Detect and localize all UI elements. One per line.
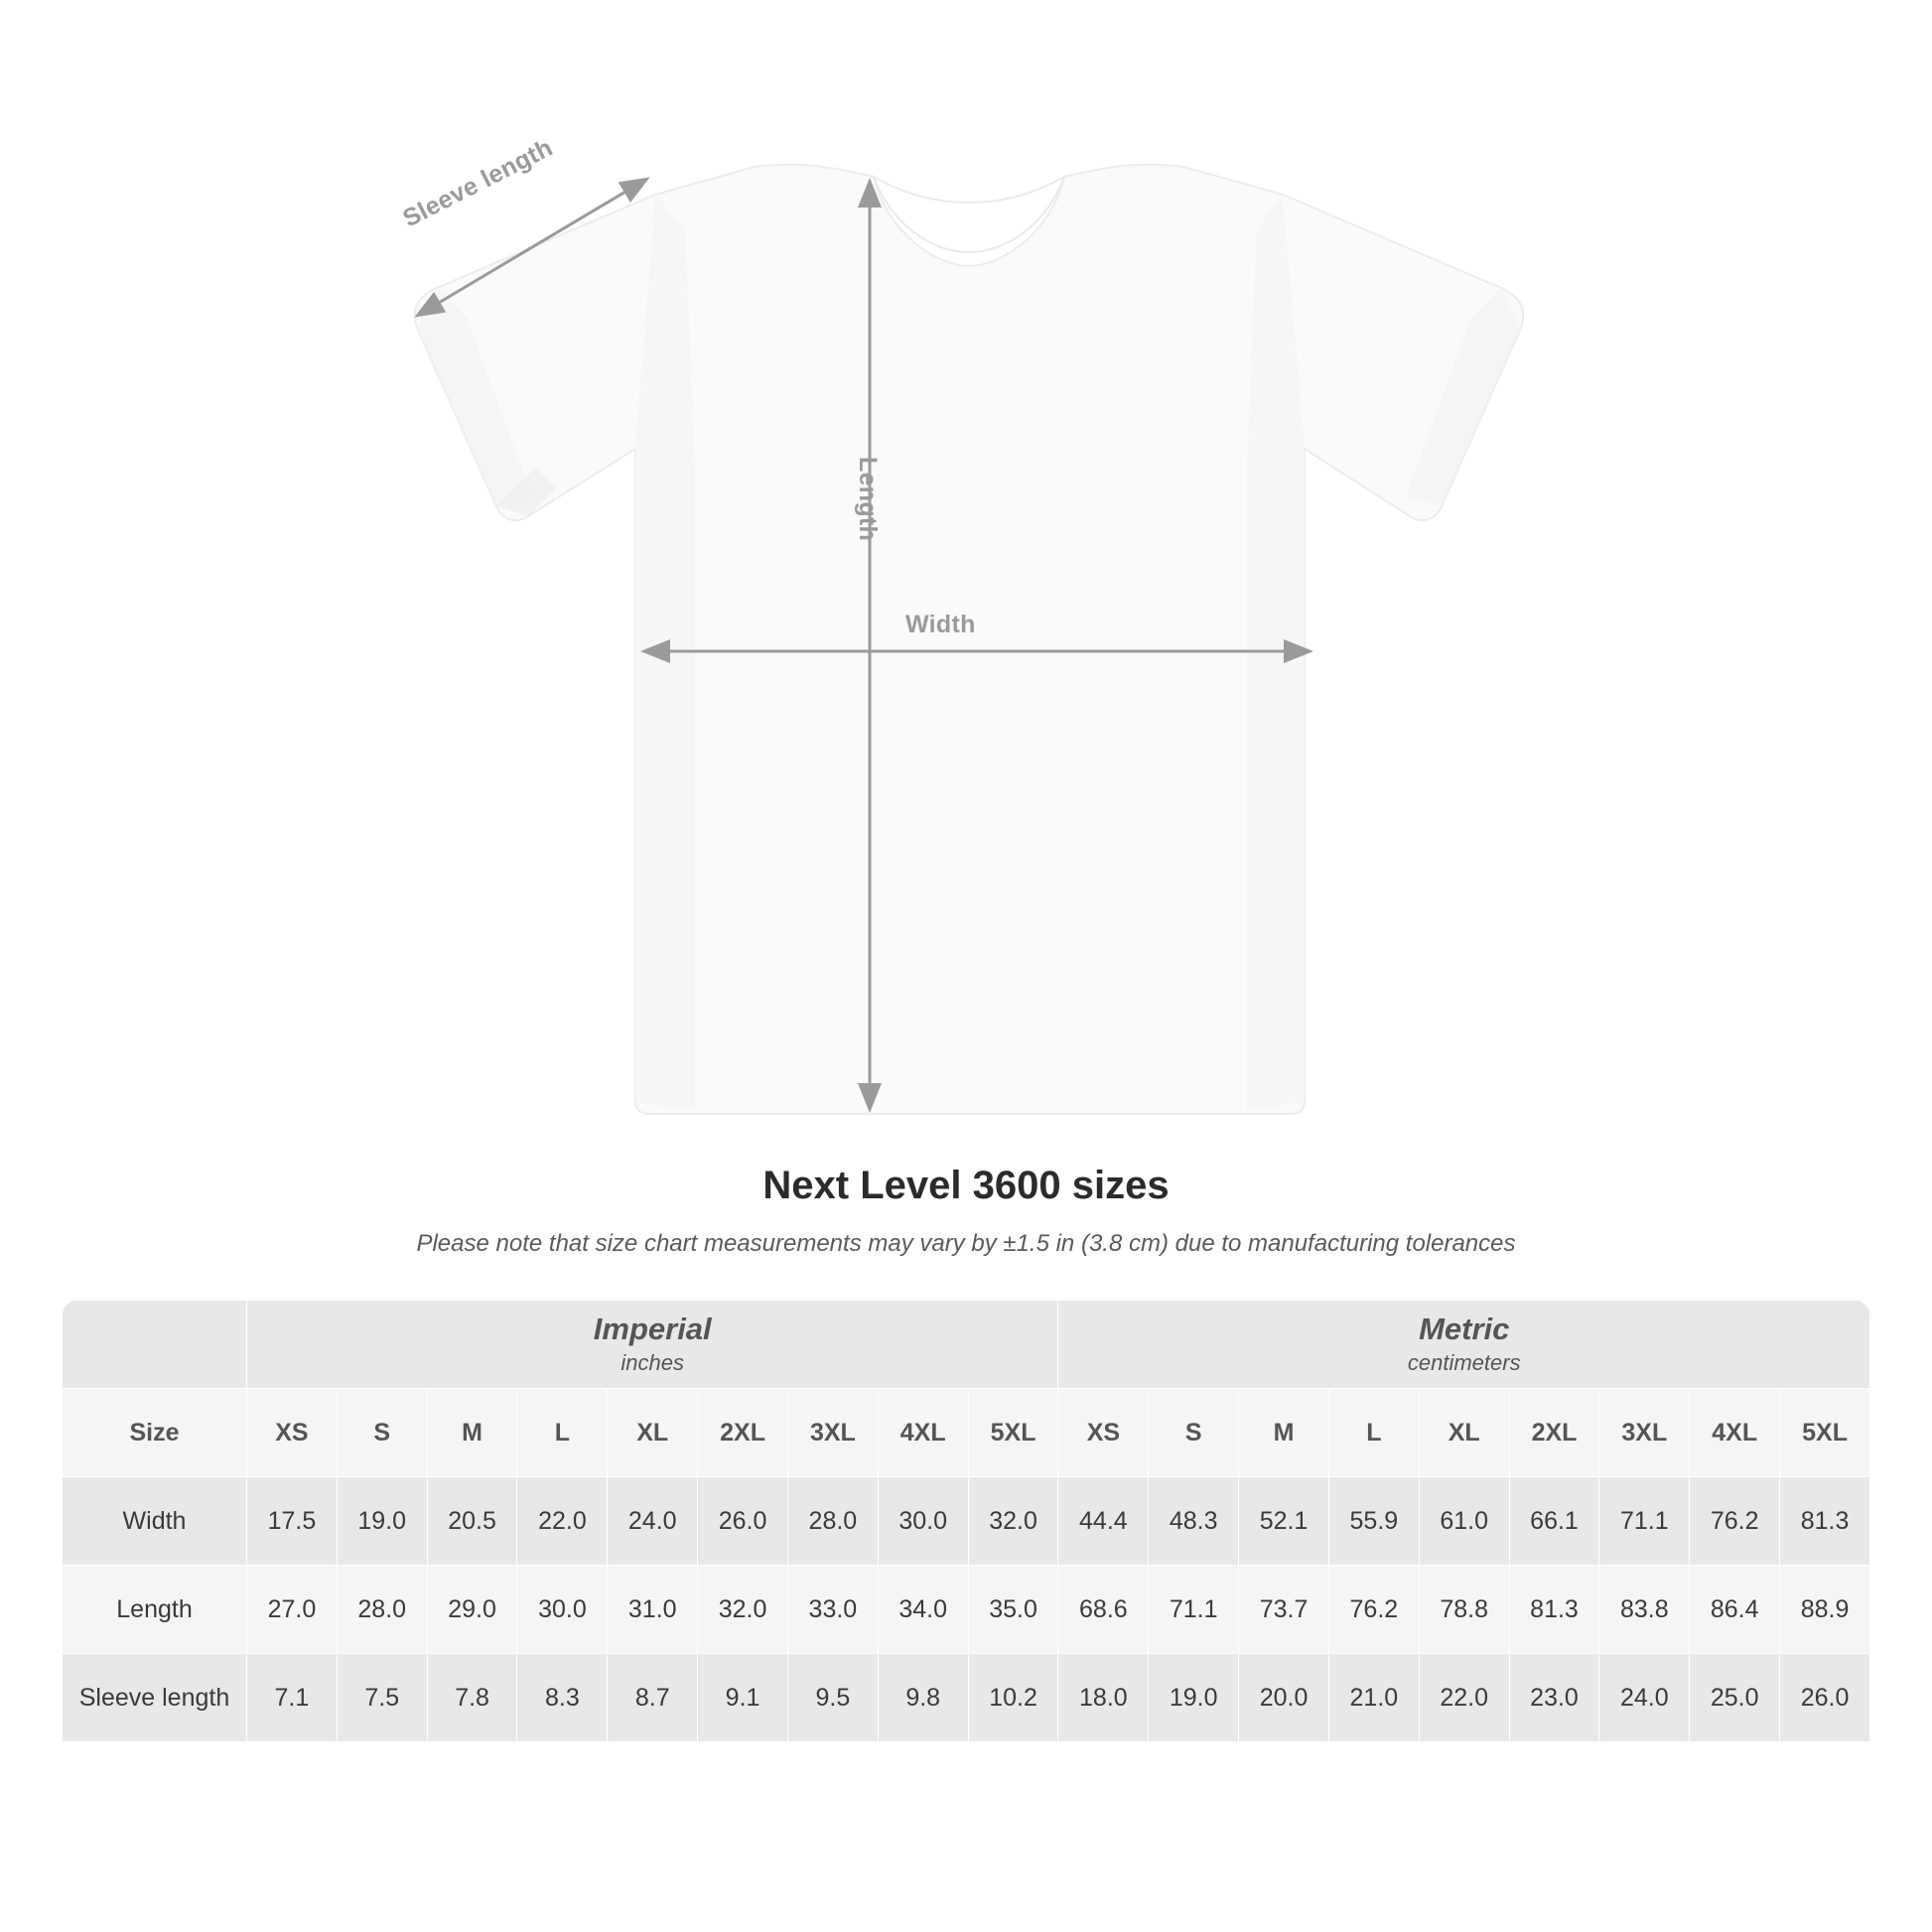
size-header-label: Size [63, 1389, 247, 1477]
measurement-cell: 52.1 [1239, 1477, 1329, 1566]
measurement-row-label: Length [63, 1566, 247, 1654]
sleeve-length-label: Sleeve length [398, 133, 558, 233]
size-header-cell: 4XL [1690, 1389, 1780, 1477]
measurement-cell: 24.0 [1599, 1654, 1690, 1742]
measurement-cell: 26.0 [698, 1477, 788, 1566]
measurement-cell: 71.1 [1149, 1566, 1239, 1654]
measurement-cell: 10.2 [968, 1654, 1058, 1742]
measurement-cell: 31.0 [608, 1566, 698, 1654]
measurement-cell: 19.0 [337, 1477, 427, 1566]
measurement-cell: 86.4 [1690, 1566, 1780, 1654]
measurement-cell: 81.3 [1780, 1477, 1870, 1566]
measurement-cell: 24.0 [608, 1477, 698, 1566]
size-header-cell: XS [1058, 1389, 1149, 1477]
measurement-cell: 26.0 [1780, 1654, 1870, 1742]
measurement-cell: 78.8 [1419, 1566, 1509, 1654]
unit-group-subtitle: inches [621, 1350, 685, 1376]
unit-header-row [63, 1301, 1870, 1389]
measurement-cell: 32.0 [698, 1566, 788, 1654]
measurement-cell: 29.0 [427, 1566, 517, 1654]
table-row [63, 1566, 1870, 1654]
unit-group-name: Metric [1419, 1311, 1510, 1347]
measurement-cell: 9.5 [787, 1654, 878, 1742]
measurement-cell: 30.0 [878, 1477, 968, 1566]
size-header-cell: M [427, 1389, 517, 1477]
size-header-cell: L [517, 1389, 608, 1477]
measurement-cell: 34.0 [878, 1566, 968, 1654]
measurement-cell: 35.0 [968, 1566, 1058, 1654]
measurement-cell: 20.5 [427, 1477, 517, 1566]
measurement-cell: 66.1 [1509, 1477, 1599, 1566]
measurement-cell: 73.7 [1239, 1566, 1329, 1654]
size-header-cell: S [337, 1389, 427, 1477]
chart-note: Please note that size chart measurements may vary by ±1.5 in (3.8 cm) due to manufacturing tolerances [416, 1230, 1516, 1257]
unit-group-name: Imperial [593, 1311, 712, 1347]
measurement-cell: 28.0 [337, 1566, 427, 1654]
measurement-row-label: Width [63, 1477, 247, 1566]
size-header-cell: XL [608, 1389, 698, 1477]
measurement-cell: 17.5 [247, 1477, 338, 1566]
measurement-cell: 9.1 [698, 1654, 788, 1742]
measurement-cell: 18.0 [1058, 1654, 1149, 1742]
size-header-row [63, 1389, 1870, 1477]
measurement-cell: 32.0 [968, 1477, 1058, 1566]
measurement-cell: 7.8 [427, 1654, 517, 1742]
measurement-cell: 88.9 [1780, 1566, 1870, 1654]
unit-group-subtitle: centimeters [1407, 1350, 1521, 1376]
size-header-cell: L [1328, 1389, 1419, 1477]
chart-title: Next Level 3600 sizes [762, 1164, 1170, 1207]
measurement-cell: 30.0 [517, 1566, 608, 1654]
size-header-cell: 3XL [1599, 1389, 1690, 1477]
measurement-cell: 23.0 [1509, 1654, 1599, 1742]
measurement-cell: 8.7 [608, 1654, 698, 1742]
measurement-cell: 20.0 [1239, 1654, 1329, 1742]
width-label: Width [905, 611, 976, 638]
unit-group-header [247, 1301, 1058, 1389]
measurement-cell: 9.8 [878, 1654, 968, 1742]
measurement-cell: 71.1 [1599, 1477, 1690, 1566]
measurement-cell: 55.9 [1328, 1477, 1419, 1566]
unit-group-header [1058, 1301, 1870, 1389]
size-header-cell: 4XL [878, 1389, 968, 1477]
size-header-cell: M [1239, 1389, 1329, 1477]
measurement-cell: 22.0 [1419, 1654, 1509, 1742]
table-corner-cell [63, 1301, 247, 1389]
measurement-cell: 7.1 [247, 1654, 338, 1742]
measurement-cell: 7.5 [337, 1654, 427, 1742]
measurement-cell: 61.0 [1419, 1477, 1509, 1566]
size-header-cell: 5XL [1780, 1389, 1870, 1477]
measurement-cell: 76.2 [1328, 1566, 1419, 1654]
size-header-cell: 3XL [787, 1389, 878, 1477]
measurement-cell: 68.6 [1058, 1566, 1149, 1654]
size-header-cell: 5XL [968, 1389, 1058, 1477]
measurement-cell: 21.0 [1328, 1654, 1419, 1742]
table-row [63, 1654, 1870, 1742]
measurement-cell: 25.0 [1690, 1654, 1780, 1742]
size-header-cell: XS [247, 1389, 338, 1477]
table-row [63, 1477, 1870, 1566]
measurement-cell: 48.3 [1149, 1477, 1239, 1566]
measurement-cell: 76.2 [1690, 1477, 1780, 1566]
measurement-cell: 33.0 [787, 1566, 878, 1654]
measurement-cell: 83.8 [1599, 1566, 1690, 1654]
measurement-cell: 22.0 [517, 1477, 608, 1566]
measurement-cell: 44.4 [1058, 1477, 1149, 1566]
size-chart-table [62, 1300, 1870, 1742]
length-label: Length [854, 457, 882, 542]
size-header-cell: XL [1419, 1389, 1509, 1477]
measurement-row-label: Sleeve length [63, 1654, 247, 1742]
measurement-cell: 28.0 [787, 1477, 878, 1566]
size-header-cell: 2XL [1509, 1389, 1599, 1477]
size-header-cell: S [1149, 1389, 1239, 1477]
measurement-cell: 27.0 [247, 1566, 338, 1654]
size-chart-table-wrapper [62, 1300, 1870, 1742]
measurement-cell: 8.3 [517, 1654, 608, 1742]
measurement-cell: 81.3 [1509, 1566, 1599, 1654]
size-header-cell: 2XL [698, 1389, 788, 1477]
measurement-cell: 19.0 [1149, 1654, 1239, 1742]
